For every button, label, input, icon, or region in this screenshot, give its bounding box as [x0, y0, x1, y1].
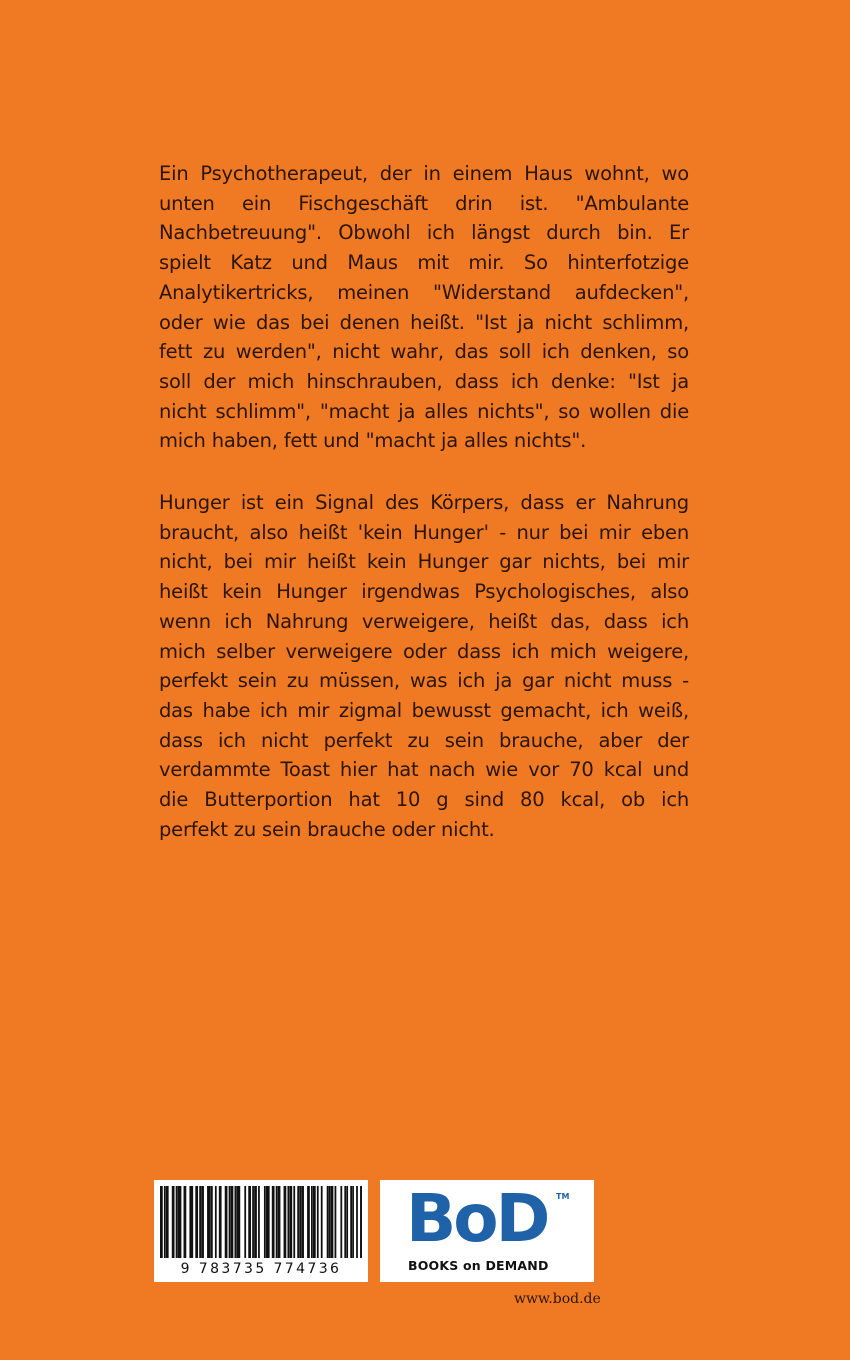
- barcode-icon: [160, 1186, 362, 1258]
- blurb-line: nicht schlimm", "macht ja alles nichts", so wollen die: [159, 399, 689, 423]
- blurb-paragraph-1: [159, 159, 689, 456]
- isbn-number: 9 783735 774736: [180, 1261, 342, 1277]
- blurb-line: heißt kein Hunger irgendwas Psychologisches, also: [159, 580, 689, 604]
- blurb-line: dass ich nicht perfekt zu sein brauche, aber der: [159, 728, 689, 752]
- blurb-line: fett zu werden", nicht wahr, das soll ich denken, so: [159, 340, 689, 364]
- blurb-paragraph-2: [159, 488, 689, 844]
- blurb-line: die Butterportion hat 10 g sind 80 kcal, ob ich: [159, 788, 689, 812]
- trademark-mark: TM: [556, 1192, 570, 1201]
- blurb-line: soll der mich hinschrauben, dass ich denke: "Ist ja: [159, 369, 689, 393]
- blurb-line: Analytikertricks, meinen "Widerstand aufdecken",: [159, 280, 689, 304]
- blurb-line: spielt Katz und Maus mit mir. So hinterfotzige: [159, 251, 689, 275]
- bod-logo-text: BoD: [406, 1180, 548, 1257]
- blurb-line: Hunger ist ein Signal des Körpers, dass er Nahrung: [159, 491, 689, 515]
- publisher-logo: [380, 1180, 594, 1282]
- blurb-line: unten ein Fischgeschäft drin ist. "Ambulante: [159, 191, 689, 215]
- blurb-line: Ein Psychotherapeut, der in einem Haus wohnt, wo: [159, 162, 689, 185]
- blurb-line: braucht, also heißt 'kein Hunger' - nur bei mir eben: [159, 520, 689, 544]
- blurb-line: verdammte Toast hier hat nach wie vor 70 kcal und: [159, 758, 689, 782]
- publisher-url: www.bod.de: [514, 1291, 601, 1307]
- back-cover-blurb: [159, 159, 689, 876]
- blurb-line: mich selber verweigere oder dass ich mich weigere,: [159, 639, 689, 663]
- isbn-barcode: [154, 1180, 368, 1282]
- blurb-line: nicht, bei mir heißt kein Hunger gar nichts, bei mir: [159, 550, 689, 574]
- blurb-line: oder wie das bei denen heißt. "Ist ja nicht schlimm,: [159, 310, 689, 334]
- blurb-line: mich haben, fett und "macht ja alles nichts".: [159, 429, 587, 453]
- blurb-line: perfekt zu sein brauche oder nicht.: [159, 817, 495, 841]
- publisher-tagline: BOOKS on DEMAND: [408, 1258, 549, 1273]
- blurb-line: das habe ich mir zigmal bewusst gemacht, ich weiß,: [159, 698, 689, 722]
- blurb-line: perfekt sein zu müssen, was ich ja gar nicht muss -: [159, 669, 689, 693]
- blurb-line: Nachbetreuung". Obwohl ich längst durch bin. Er: [159, 221, 689, 245]
- blurb-line: wenn ich Nahrung verweigere, heißt das, dass ich: [159, 609, 689, 633]
